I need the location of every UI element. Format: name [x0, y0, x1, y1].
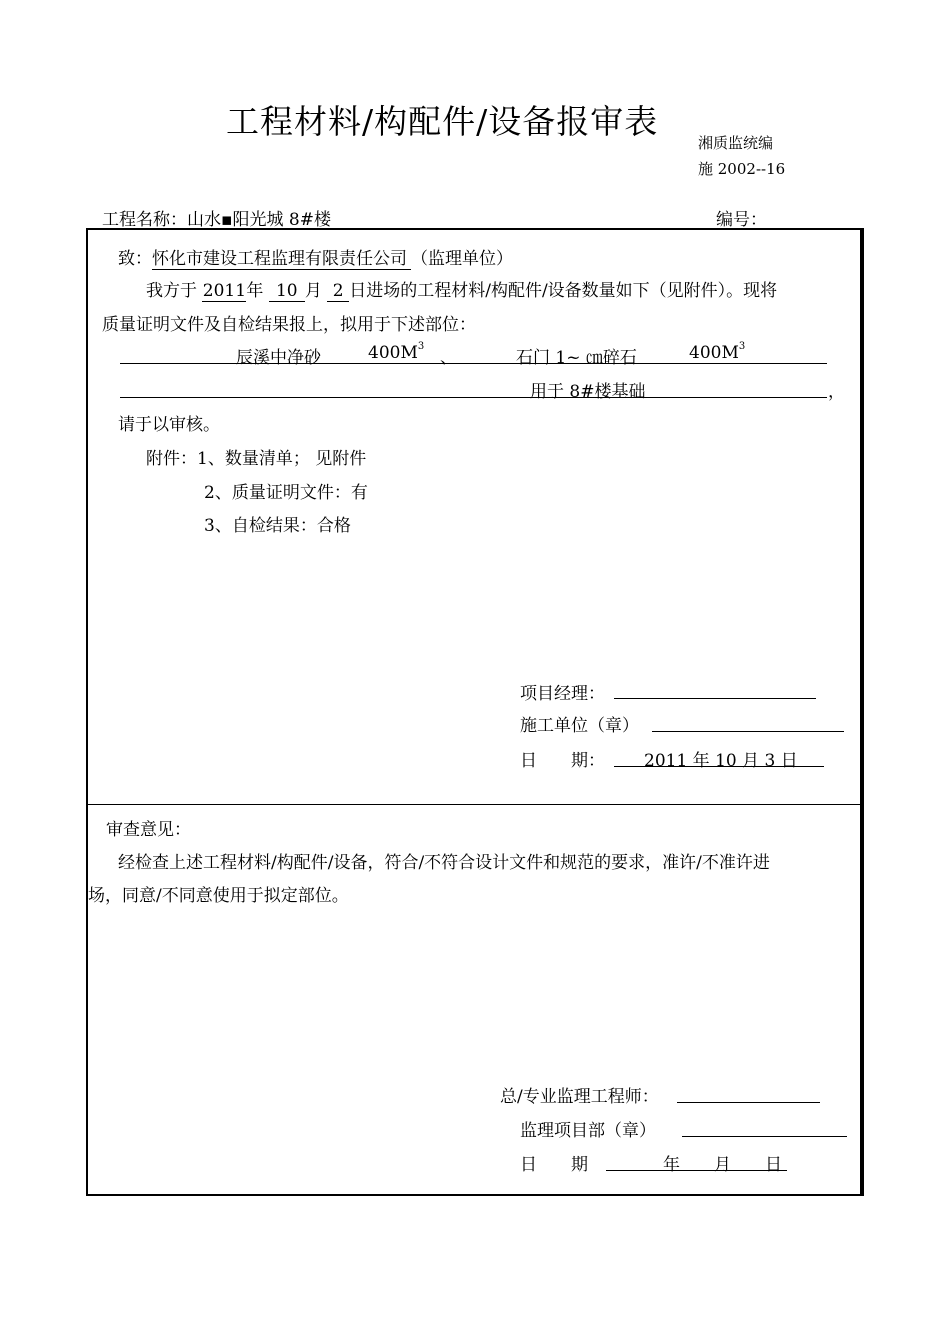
attachment-1: 附件：1、数量清单； 见附件	[146, 449, 367, 469]
month-suffix: 月	[304, 281, 322, 301]
review-date-label: 日 期	[520, 1155, 588, 1175]
attachment-3: 3、自检结果：合格	[204, 516, 351, 536]
intro-line-2: 质量证明文件及自检结果报上，拟用于下述部位：	[102, 315, 476, 335]
usage-location: 用于 8#楼基础	[530, 382, 646, 402]
compile-note: 湘质监统编	[698, 134, 774, 152]
review-request: 请于以审核。	[118, 415, 220, 435]
review-opinion-line-2: 场，同意/不同意使用于拟定部位。	[88, 886, 349, 906]
material-separator: 、	[440, 348, 457, 368]
entry-year: 2011	[202, 281, 247, 301]
usage-underline	[120, 397, 827, 398]
project-manager-label: 项目经理：	[520, 684, 605, 704]
intro-line-1	[146, 276, 777, 302]
form-box-double-edge	[862, 228, 864, 1196]
number-label: 编号：	[716, 210, 767, 230]
intro-rest: 日进场的工程材料/构配件/设备数量如下（见附件）。现将	[349, 281, 778, 301]
review-opinion-line-1: 经检查上述工程材料/构配件/设备，符合/不符合设计文件和规范的要求，准许/不准许进	[118, 853, 770, 873]
materials-underline	[120, 363, 827, 364]
project-name: 山水▪阳光城 8#楼	[187, 210, 331, 230]
review-date-value: 年 月 日	[663, 1155, 782, 1175]
form-code: 施 2002--16	[698, 160, 786, 178]
year-suffix: 年	[246, 281, 264, 301]
attachment-2: 2、质量证明文件：有	[204, 483, 368, 503]
section-divider	[86, 804, 864, 805]
form-title: 工程材料/构配件/设备报审表	[226, 102, 659, 141]
construction-unit-stamp-line	[652, 731, 844, 732]
usage-comma: ，	[828, 382, 845, 402]
project-label: 工程名称：	[102, 210, 187, 230]
submission-date: 2011 年 10 月 3 日	[644, 751, 798, 771]
date-label: 日 期：	[520, 751, 605, 771]
material-2: 石门 1~ ㎝碎石	[516, 348, 637, 368]
entry-month: 10	[269, 281, 305, 302]
material-1: 辰溪中净砂	[236, 348, 321, 368]
review-opinion-title: 审查意见：	[106, 820, 191, 840]
project-name-row	[102, 205, 331, 230]
intro-prefix: 我方于	[146, 281, 197, 301]
addressee-row	[118, 244, 513, 270]
engineer-label: 总/专业监理工程师：	[500, 1087, 659, 1107]
supervision-dept-stamp-line	[682, 1136, 847, 1137]
engineer-signature-line	[677, 1102, 820, 1103]
form-box	[86, 228, 862, 1196]
quantity-1: $400M^3$	[368, 341, 425, 363]
supervision-company: 怀化市建设工程监理有限责任公司	[152, 249, 411, 270]
construction-unit-label: 施工单位（章）	[520, 716, 639, 736]
to-suffix: （监理单位）	[411, 249, 513, 269]
entry-day: 2	[327, 281, 349, 302]
quantity-2: $400M^3$	[689, 341, 746, 363]
to-label: 致：	[118, 249, 152, 269]
project-manager-signature-line	[614, 698, 816, 699]
supervision-dept-label: 监理项目部（章）	[520, 1121, 656, 1141]
